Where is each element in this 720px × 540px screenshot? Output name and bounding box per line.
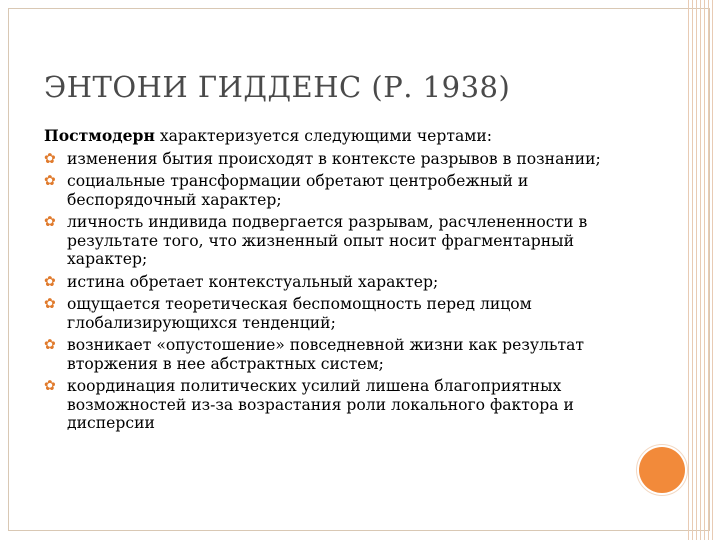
list-item-text: ощущается теоретическая беспомощность перед лицом глобализирующихся тенденций; xyxy=(67,295,532,332)
list-item xyxy=(44,213,644,269)
feature-list xyxy=(44,150,644,433)
ornamental-bullet-icon: ✿ xyxy=(44,173,56,189)
list-item xyxy=(44,273,644,292)
intro-term: Постмодерн xyxy=(44,126,155,145)
list-item-text: возникает «опустошение» повседневной жизни как результат вторжения в нее абстрактных систем; xyxy=(67,336,585,373)
list-item-text: социальные трансформации обретают центробежный и беспорядочный характер; xyxy=(67,172,529,209)
ornamental-bullet-icon: ✿ xyxy=(44,296,56,312)
intro-line xyxy=(44,127,644,146)
intro-text: характеризуется следующими чертами: xyxy=(154,127,493,145)
list-item xyxy=(44,336,644,373)
decorative-side-stripes xyxy=(686,0,720,540)
list-item-text: личность индивида подвергается разрывам, расчлененности в результате того, что жизненный опыт носит фрагментарный характер; xyxy=(67,213,588,268)
decorative-orange-circle xyxy=(639,447,685,493)
list-item xyxy=(44,377,644,433)
list-item xyxy=(44,150,644,169)
slide-body xyxy=(44,127,644,433)
slide-title: ЭНТОНИ ГИДДЕНС (Р. 1938) xyxy=(44,70,511,104)
ornamental-bullet-icon: ✿ xyxy=(44,273,56,290)
list-item-text: координация политических усилий лишена благоприятных возможностей из-за возрастания роли локального фактора и дисперсии xyxy=(67,377,574,432)
ornamental-bullet-icon: ✿ xyxy=(44,150,56,167)
list-item-text: истина обретает контекстуальный характер; xyxy=(67,272,439,291)
ornamental-bullet-icon: ✿ xyxy=(44,337,56,353)
list-item xyxy=(44,295,644,332)
list-item xyxy=(44,172,644,209)
ornamental-bullet-icon: ✿ xyxy=(44,378,56,394)
list-item-text: изменения бытия происходят в контексте разрывов в познании; xyxy=(67,149,601,168)
ornamental-bullet-icon: ✿ xyxy=(44,214,56,230)
